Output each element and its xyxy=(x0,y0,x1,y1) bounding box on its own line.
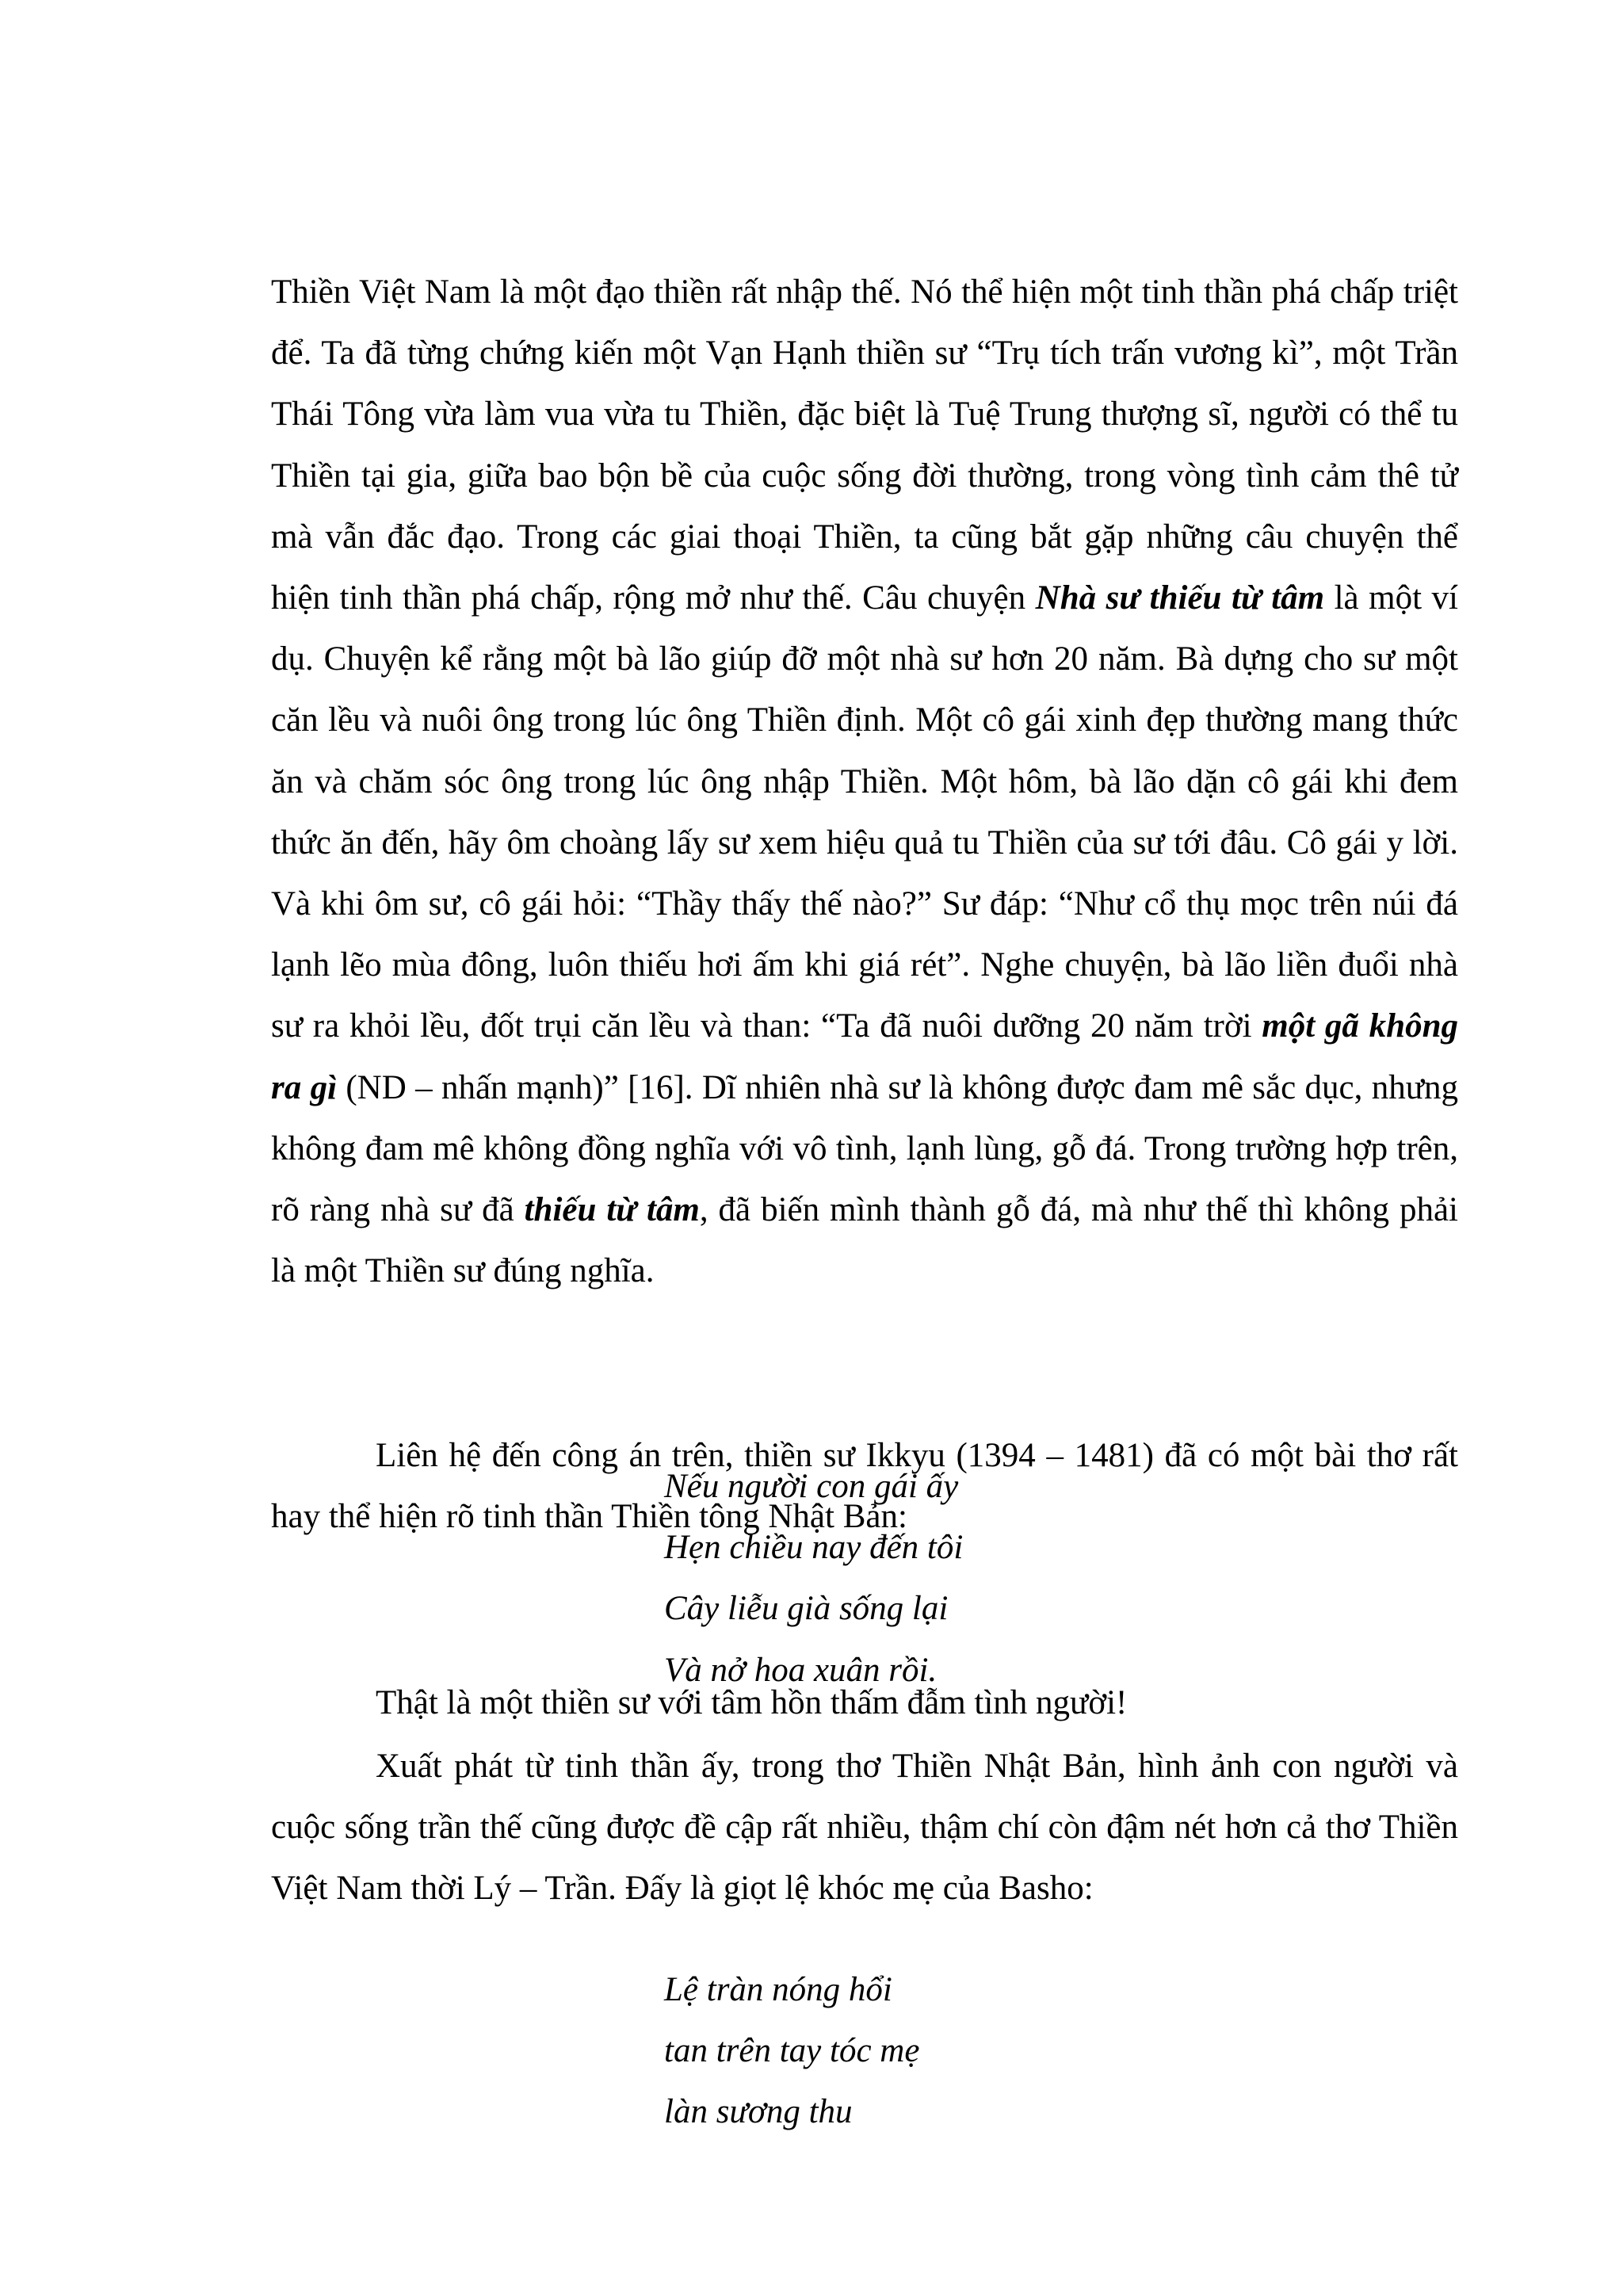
paragraph-thien-viet-nam xyxy=(271,262,1458,1301)
paragraph-ikkyu: Liên hệ đến công án trên, thiền sư Ikkyu (1394 – 1481) đã có một bài thơ rất hay thể hiện rõ tinh thần Thiền tông Nhật Bản: xyxy=(271,1437,1458,1536)
paragraph-that-la: Thật là một thiền sư với tâm hồn thấm đẫm tình người! xyxy=(376,1684,1128,1721)
poem-line: Lệ tràn nóng hổi xyxy=(664,1971,892,2008)
para1-text-4: , đã biến mình thành gỗ đá, mà như thế thì không phải là một Thiền sư đúng nghĩa. xyxy=(271,1191,1458,1290)
poem-line: Cây liễu già sống lại xyxy=(664,1590,949,1628)
emphasis-mot-ga-khong-ra-gi: một gã không ra gì xyxy=(271,1007,1458,1106)
poem-basho xyxy=(664,1959,919,2143)
poem-line: làn sương thu xyxy=(664,2093,853,2131)
poem-line: tan trên tay tóc mẹ xyxy=(664,2032,920,2070)
poem-line: Nếu người con gái ấy xyxy=(664,1468,959,1505)
emphasis-thieu-tu-tam: thiếu từ tâm xyxy=(524,1191,700,1229)
para1-text-3: (ND – nhấn mạnh)” [16]. Dĩ nhiên nhà sư là không được đam mê sắc dục, nhưng không đam mê không đồng nghĩa với vô tình, lạnh lùng, gỗ đá. Trong trường hợp trên, rõ ràng nhà sư đã xyxy=(271,1068,1458,1229)
poem-ikkyu xyxy=(664,1456,963,1701)
para1-text-1: Thiền Việt Nam là một đạo thiền rất nhập thế. Nó thể hiện một tinh thần phá chấp triệt để. Ta đã từng chứng kiến một Vạn Hạnh thiền sư “Trụ tích trấn vương kì”, một Trần Thái Tông vừa làm vua vừa tu Thiền, đặc biệt là Tuệ Trung thượng sĩ, người có thể tu Thiền tại gia, giữa bao bộn bề của cuộc sống đời thường, trong vòng tình cảm thê tử mà vẫn đắc đạo. Trong các giai thoại Thiền, ta cũng bắt gặp những câu chuyện thể hiện tinh thần phá chấp, rộng mở như thế. Câu chuyện xyxy=(271,273,1458,617)
poem-line: Hẹn chiều nay đến tôi xyxy=(664,1529,964,1567)
poem-line: Và nở hoa xuân rồi. xyxy=(664,1651,938,1689)
emphasis-nha-su-thieu-tu-tam: Nhà sư thiếu từ tâm xyxy=(1035,579,1325,617)
para1-text-2: là một ví dụ. Chuyện kể rằng một bà lão giúp đỡ một nhà sư hơn 20 năm. Bà dựng cho sư một căn lều và nuôi ông trong lúc ông Thiền định. Một cô gái xinh đẹp thường mang thức ăn và chăm sóc ông trong lúc ông nhập Thiền. Một hôm, bà lão dặn cô gái khi đem thức ăn đến, hãy ôm choàng lấy sư xem hiệu quả tu Thiền của sư tới đâu. Cô gái y lời. Và khi ôm sư, cô gái hỏi: “Thầy thấy thế nào?” Sư đáp: “Như cổ thụ mọc trên núi đá lạnh lẽo mùa đông, luôn thiếu hơi ấm khi giá rét”. Nghe chuyện, bà lão liền đuổi nhà sư ra khỏi lều, đốt trụi căn lều và than: “Ta đã nuôi dưỡng 20 năm trời xyxy=(271,579,1459,1045)
paragraph-xuat-phat: Xuất phát từ tinh thần ấy, trong thơ Thiền Nhật Bản, hình ảnh con người và cuộc sống trần thế cũng được đề cập rất nhiều, thậm chí còn đậm nét hơn cả thơ Thiền Việt Nam thời Lý – Trần. Đấy là giọt lệ khóc mẹ của Basho: xyxy=(271,1748,1458,1908)
